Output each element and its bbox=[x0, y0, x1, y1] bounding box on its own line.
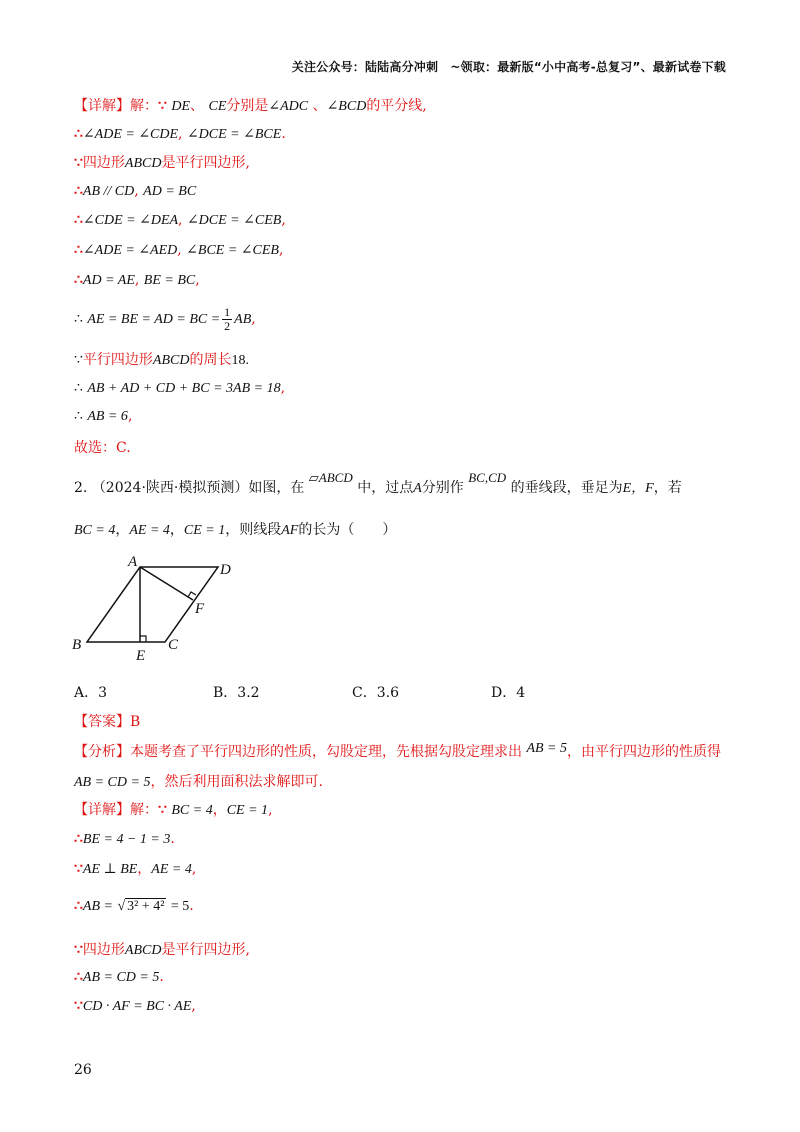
page-header: 关注公众号：陆陆高分冲刺 ~领取：最新版“小中高考-总复习”、最新试卷下载 bbox=[291, 60, 726, 74]
detail1-line2: ∴∠ADE = ∠CDE, ∠DCE = ∠BCE. bbox=[74, 126, 286, 142]
detail2-line4: ∴AB = √ 3² + 4² = 5. bbox=[74, 898, 194, 914]
label-d: D bbox=[220, 562, 231, 578]
answer-line: 【答案】B bbox=[74, 714, 141, 730]
detail1-line6: ∴∠ADE = ∠AED, ∠BCE = ∠CEB, bbox=[74, 242, 284, 258]
detail1-answer: 故选：C. bbox=[74, 440, 131, 456]
right-angle-f bbox=[188, 592, 196, 597]
page-number: 26 bbox=[74, 1062, 92, 1078]
detail1-line5: ∴∠CDE = ∠DEA, ∠DCE = ∠CEB, bbox=[74, 212, 286, 228]
label-c: C bbox=[168, 637, 179, 653]
detail1-line1: 【详解】解：∵ DE、 CE分别是∠ADC 、∠BCD的平分线, bbox=[74, 98, 427, 114]
option-b[interactable]: B．3.2 bbox=[213, 685, 260, 701]
option-c[interactable]: C．3.6 bbox=[352, 685, 399, 701]
detail1-line9: ∵平行四边形ABCD的周长18. bbox=[74, 352, 249, 368]
detail1-line8: ∴ AE = BE = AD = BC = $\frac{1}{2}$ AB, bbox=[74, 304, 256, 333]
option-a[interactable]: A．3 bbox=[74, 685, 108, 701]
parallelogram-figure bbox=[60, 550, 260, 665]
label-f: F bbox=[195, 601, 205, 617]
analysis-line2: AB = CD = 5，然后利用面积法求解即可. bbox=[74, 774, 323, 790]
detail2-line3: ∵AE ⊥ BE，AE = 4, bbox=[74, 861, 197, 877]
detail1-line10: ∴ AB + AD + CD + BC = 3AB = 18, bbox=[74, 380, 286, 396]
analysis-line1: 【分析】本题考查了平行四边形的性质，勾股定理，先根据勾股定理求出 AB = 5，由平行四边形的性质得 bbox=[74, 741, 722, 760]
option-d[interactable]: D．4 bbox=[491, 685, 526, 701]
right-angle-e bbox=[140, 636, 146, 642]
detail2-line1: 【详解】解：∵ BC = 4，CE = 1, bbox=[74, 802, 273, 818]
detail-tag: 【详解】 bbox=[74, 98, 130, 114]
detail2-line5: ∵四边形ABCD是平行四边形, bbox=[74, 942, 250, 958]
detail1-line4: ∴AB // CD, AD = BC bbox=[74, 183, 197, 199]
detail1-line11: ∴ AB = 6, bbox=[74, 408, 133, 424]
label-b: B bbox=[72, 637, 82, 653]
detail2-line7: ∵CD · AF = BC · AE, bbox=[74, 998, 196, 1014]
fraction: $\frac{1}{2}$ bbox=[224, 304, 231, 333]
detail2-line2: ∴BE = 4 − 1 = 3. bbox=[74, 831, 175, 847]
detail1-line7: ∴AD = AE, BE = BC, bbox=[74, 272, 200, 288]
question2-line2: BC = 4，AE = 4，CE = 1，则线段AF的长为（ ） bbox=[74, 522, 397, 538]
square-root: 3² + 4² bbox=[127, 899, 165, 914]
detail1-line3: ∵四边形ABCD是平行四边形, bbox=[74, 155, 250, 171]
label-e: E bbox=[136, 648, 146, 664]
question2-line1: 2. （2024·陕西·模拟预测）如图，在 ▱ABCD 中，过点A分别作 BC,CD 的垂线段，垂足为E，F，若 bbox=[74, 470, 682, 496]
segment-af bbox=[140, 567, 193, 600]
detail2-line6: ∴AB = CD = 5. bbox=[74, 969, 164, 985]
label-a: A bbox=[128, 554, 138, 570]
